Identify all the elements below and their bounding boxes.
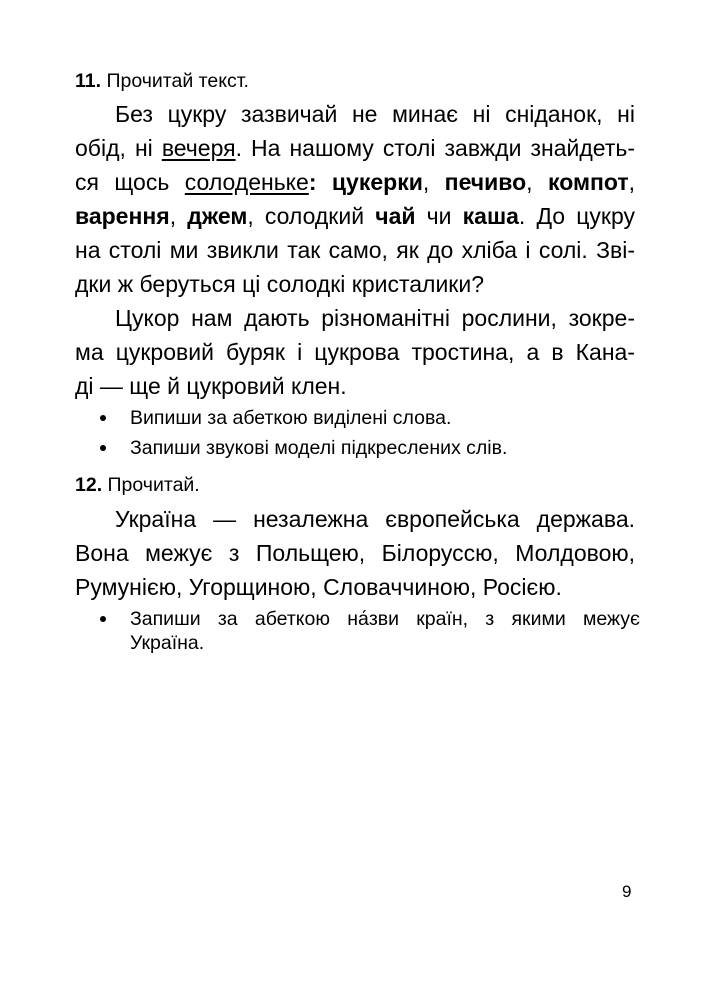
task-11-heading xyxy=(75,69,249,93)
bullet-icon xyxy=(100,445,106,451)
bold-word: чай xyxy=(375,203,416,229)
text-line: обід, ні вечеря. На нашому столі завжди знайдеть- xyxy=(75,135,635,161)
page-number: 9 xyxy=(622,882,632,901)
text-line: на столі ми звикли так само, як до хліба і солі. Зві- xyxy=(75,237,635,263)
underlined-word: вечеря xyxy=(161,135,236,161)
text-line: Без цукру зазвичай не минає ні сніданок, ні xyxy=(115,101,635,127)
bold-word: : цукерки xyxy=(308,169,423,195)
text-line: ді — ще й цукровий клен. xyxy=(75,373,347,399)
bullet-icon xyxy=(100,415,106,421)
text-line: дки ж беруться ці солодкі кристалики? xyxy=(75,271,485,297)
task-12-heading xyxy=(75,473,200,497)
text-line: ся щось солоденьке: цукерки, печиво, компот, xyxy=(75,169,635,195)
bold-word: джем xyxy=(187,203,248,229)
underlined-word: солоденьке xyxy=(184,169,309,195)
task-number: 11. xyxy=(75,70,102,92)
task-instruction: Прочитай. xyxy=(107,474,200,496)
text-line: Цукор нам дають різноманітні рослини, зокре- xyxy=(115,305,635,331)
bold-word: каша xyxy=(462,203,519,229)
text-line: Україна — незалежна європейська держава. xyxy=(115,506,635,532)
task-number: 12. xyxy=(75,474,103,496)
text-line: Румунією, Угорщиною, Словаччиною, Росією. xyxy=(75,574,562,600)
bold-word: компот xyxy=(548,169,629,195)
text-line: варення, джем, солодкий чай чи каша. До цукру xyxy=(75,203,635,229)
bold-word: варення xyxy=(75,203,170,229)
bullet-icon xyxy=(100,616,106,622)
bold-word: печиво xyxy=(444,169,527,195)
text-line: ма цукровий буряк і цукрова тростина, а в Кана- xyxy=(75,339,635,365)
text-line: Вона межує з Польщею, Білоруссю, Молдовою, xyxy=(75,540,635,566)
textbook-page: 11. Прочитай текст. Без цукру зазвичай не минає ні сніданок, ні обід, ні вечеря. На нашому столі завжди знайдеть- ся щось солоденьке: цукерки, печиво, компот, варення, джем, солодкий чай чи каша. До цукру на столі ми звикли так само, як до хліба і солі. Зві- дки ж беруться ці солодкі кристалики? Цукор нам дають різноманітні рослини, зокре- ма цукровий буряк і цукрова тростина, а в Кана- ді — ще й цукровий клен. Випиши за абеткою виділені слова. Запиши звукові моделі підкреслених слів. 12. Прочитай. Україна — незалежна європейська держава. Вона межує з Польщею, Білоруссю, Молдовою, Румунією, Угорщиною, Словаччиною, Росією. Запиши за абеткою на́зви країн, з якими межує Україна. 9 xyxy=(75,70,640,901)
task-instruction: Прочитай текст. xyxy=(106,70,249,92)
